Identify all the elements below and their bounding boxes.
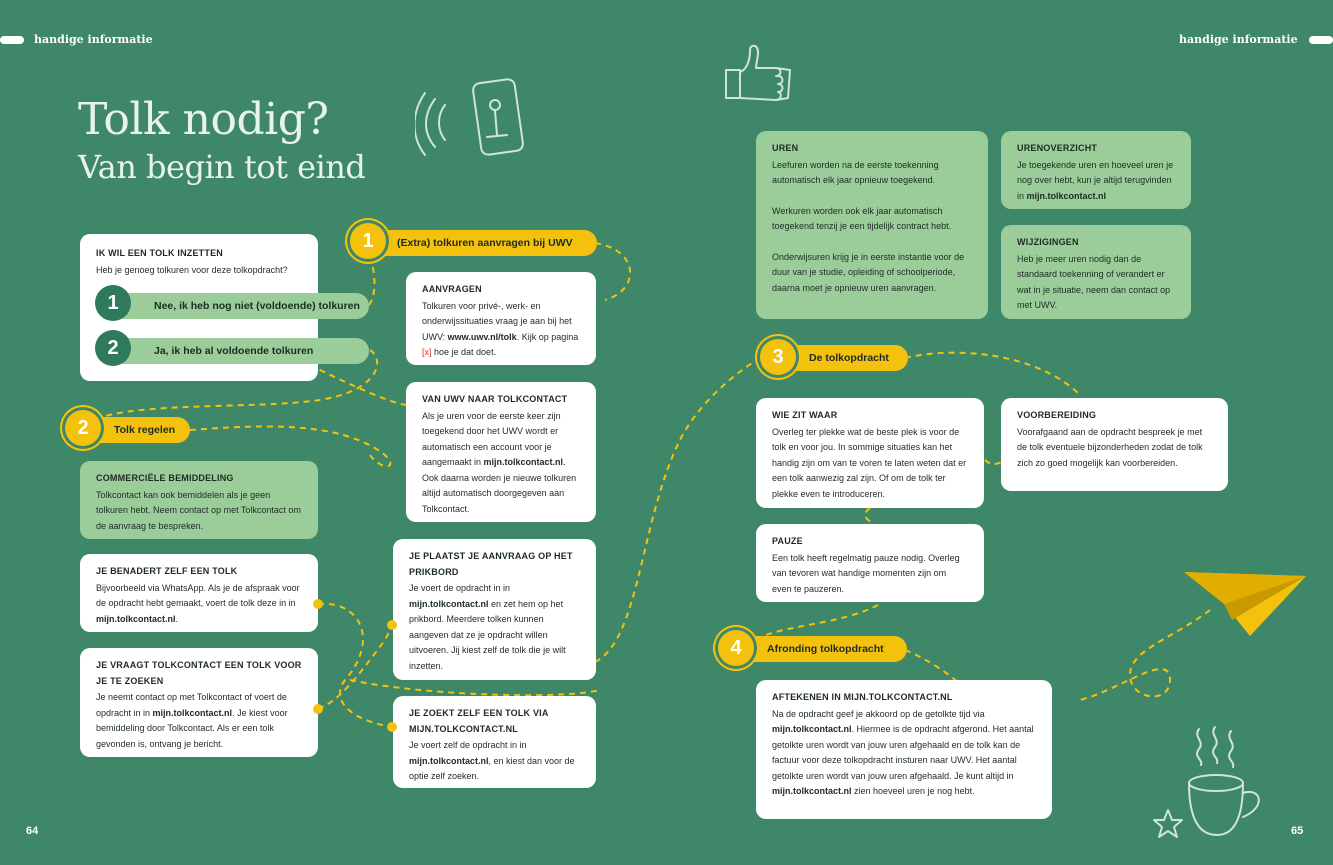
- pauze-text: Een tolk heeft regelmatig pauze nodig. Overleg van tevoren wat handige momenten zijn om even te pauzeren.: [772, 552, 960, 594]
- mijn-tolkcontact-link[interactable]: mijn.tolkcontact.nl: [409, 598, 489, 609]
- mijn-tolkcontact-link[interactable]: mijn.tolkcontact.nl: [152, 707, 233, 718]
- aanvragen-text-1: Tolkuren voor privé-, werk- en onderwijssituaties vraag je aan bij het UWV:: [422, 300, 572, 342]
- option-1-badge: 1: [95, 285, 131, 321]
- step-4-pill: [733, 636, 907, 662]
- urenoverzicht-text-1: Je toegekende uren en hoeveel uren je nog over hebt, kun je altijd terugvinden in: [1017, 159, 1174, 201]
- option-2-badge: 2: [95, 330, 131, 366]
- prikbord-card: [393, 539, 596, 680]
- commercieel-text: Tolkcontact kan ook bemiddelen als je geen tolkuren hebt. Neem contact op met Tolkcontact om de aanvraag te bespreken.: [96, 489, 301, 531]
- page-title: Tolk nodig?: [78, 94, 329, 145]
- page-number-right: 65: [1291, 825, 1304, 837]
- page-subtitle: Van begin tot eind: [78, 148, 366, 186]
- connector-dot: [387, 620, 397, 630]
- voorbereiding-heading: VOORBEREIDING: [1017, 410, 1097, 420]
- step-4-badge: 4: [718, 630, 754, 666]
- step-1-pill: [365, 230, 597, 256]
- wie-zit-waar-text: Overleg ter plekke wat de beste plek is voor de tolk en voor jou. In sommige situaties kan het handig zijn om van te voren te laten weten dat er een tolk aanwezig zal zijn. Of om de tolk ter plekke even te introduceren.: [772, 426, 967, 499]
- step-3-label: De tolkopdracht: [809, 352, 889, 364]
- coffee-cup-icon: [1185, 725, 1270, 840]
- mijn-tolkcontact-link[interactable]: mijn.tolkcontact.nl: [772, 786, 852, 796]
- urenoverzicht-heading: URENOVERZICHT: [1017, 143, 1098, 153]
- van-uwv-text-2: . Ook daarna worden je nieuwe tolkuren altijd automatisch doorgegeven aan Tolkcontact.: [422, 457, 577, 514]
- zoekt-heading: JE ZOEKT ZELF EEN TOLK VIA MIJN.TOLKCONTACT.NL: [409, 708, 549, 734]
- pauze-heading: PAUZE: [772, 536, 803, 546]
- uren-card: [756, 131, 988, 319]
- mijn-tolkcontact-link[interactable]: mijn.tolkcontact.nl: [772, 724, 852, 734]
- mijn-tolkcontact-link[interactable]: mijn.tolkcontact.nl: [409, 755, 489, 766]
- prikbord-text-2: en zet hem op het prikbord. Meerdere tolken kunnen aangeven dat ze je opdracht willen uitvoeren. Jij kiest zelf de tolk die je wilt inzetten.: [409, 598, 566, 671]
- page-reference: [x]: [422, 347, 432, 357]
- step-2-badge: 2: [65, 410, 101, 446]
- benadert-heading: JE BENADERT ZELF EEN TOLK: [96, 566, 238, 576]
- wijzigingen-heading: WIJZIGINGEN: [1017, 237, 1079, 247]
- aftekenen-text-2: . Hiermee is de opdracht afgerond. Het aantal getolkte uren wordt van jouw uren afgehaald en de tolk kan de factuur voor deze tolkopdracht insturen naar UWV. Het aantal getolkte uren wordt van jouw uren afgehaald. Je kunt altijd in: [772, 724, 1034, 781]
- header-tab-left: [0, 36, 24, 44]
- pauze-card: [756, 524, 984, 602]
- start-heading: IK WIL EEN TOLK INZETTEN: [96, 248, 223, 258]
- van-uwv-heading: VAN UWV NAAR TOLKCONTACT: [422, 394, 568, 404]
- wie-zit-waar-heading: WIE ZIT WAAR: [772, 410, 838, 420]
- star-icon: [1152, 808, 1184, 840]
- aanvragen-card: [406, 272, 596, 365]
- vraagt-text-2: . Je kiest voor bemiddeling door Tolkcontact. Als er een tolk gevonden is, ontvang je bericht.: [96, 707, 288, 749]
- wijzigingen-card: [1001, 225, 1191, 319]
- voorbereiding-text: Voorafgaand aan de opdracht bespreek je met de tolk eventuele bijzonderheden zodat de tolk zich zo goed mogelijk kan voorbereiden.: [1017, 426, 1203, 468]
- uren-heading: UREN: [772, 143, 799, 153]
- wie-zit-waar-card: [756, 398, 984, 508]
- mijn-tolkcontact-link[interactable]: mijn.tolkcontact.nl: [96, 613, 176, 624]
- voorbereiding-card: [1001, 398, 1228, 491]
- urenoverzicht-card: [1001, 131, 1191, 209]
- aanvragen-text-2: . Kijk op pagina: [516, 331, 579, 342]
- step-1-label: (Extra) tolkuren aanvragen bij UWV: [397, 237, 573, 249]
- connector-dot: [313, 599, 323, 609]
- header-left: handige informatie: [34, 33, 153, 46]
- zoekt-text-1: Je voert zelf de opdracht in in: [409, 740, 527, 750]
- uren-text-2: Werkuren worden ook elk jaar automatisch toegekend tenzij je een tijdelijk contract hebt.: [772, 205, 952, 231]
- aftekenen-text-3: zien hoeveel uren je nog hebt.: [851, 786, 975, 796]
- aftekenen-card: [756, 680, 1052, 819]
- uren-text-3: Onderwijsuren krijg je in eerste instantie voor de duur van je studie, opleiding of schoolperiode, daarna moet je opnieuw uren aanvragen.: [772, 251, 965, 293]
- vraagt-card: [80, 648, 318, 757]
- zoekt-text-2: , en kiest dan voor de optie zelf zoeken.: [409, 755, 575, 781]
- option-1-label: Nee, ik heb nog niet (voldoende) tolkuren: [154, 300, 360, 312]
- prikbord-heading: JE PLAATST JE AANVRAAG OP HET PRIKBORD: [409, 551, 573, 577]
- phone-icon: [415, 75, 535, 165]
- page-number-left: 64: [26, 825, 39, 837]
- step-2-label: Tolk regelen: [114, 424, 176, 436]
- wijzigingen-text: Heb je meer uren nodig dan de standaard toekenning of verandert er wat in je situatie, neem dan contact op met UWV.: [1017, 253, 1171, 310]
- paper-plane-icon: [1180, 570, 1310, 640]
- benadert-text-1: Bijvoorbeeld via WhatsApp. Als je de afspraak voor de opdracht hebt gemaakt, voert de tolk deze in in: [96, 582, 300, 608]
- van-uwv-text-1: Als je uren voor de eerste keer zijn toegekend door het UWV wordt er automatisch een account voor je aangemaakt in: [422, 410, 561, 467]
- step-4-label: Afronding tolkopdracht: [767, 643, 884, 655]
- option-1[interactable]: [112, 293, 369, 319]
- uwv-link[interactable]: www.uwv.nl/tolk: [447, 331, 517, 342]
- aftekenen-heading: AFTEKENEN IN MIJN.TOLKCONTACT.NL: [772, 692, 953, 702]
- prikbord-text-1: Je voert de opdracht in in: [409, 583, 511, 593]
- start-question: Heb je genoeg tolkuren voor deze tolkopdracht?: [96, 264, 288, 275]
- header-right: handige informatie: [1179, 33, 1298, 46]
- connector-dot: [387, 722, 397, 732]
- aftekenen-text-1: Na de opdracht geef je akkoord op de getolkte tijd via: [772, 708, 985, 719]
- option-2-label: Ja, ik heb al voldoende tolkuren: [154, 345, 314, 357]
- aanvragen-heading: AANVRAGEN: [422, 284, 482, 294]
- mijn-tolkcontact-link[interactable]: mijn.tolkcontact.nl: [483, 457, 564, 467]
- option-2[interactable]: [112, 338, 369, 364]
- benadert-card: [80, 554, 318, 632]
- header-tab-right: [1309, 36, 1333, 44]
- zoekt-card: [393, 696, 596, 788]
- step-1-badge: 1: [350, 223, 386, 259]
- van-uwv-card: [406, 382, 596, 522]
- aanvragen-text-3: hoe je dat doet.: [431, 347, 497, 357]
- commercieel-card: [80, 461, 318, 539]
- step-3-badge: 3: [760, 339, 796, 375]
- connector-dot: [313, 704, 323, 714]
- uren-text-1: Leefuren worden na de eerste toekenning automatisch elk jaar opnieuw toegekend.: [772, 159, 939, 185]
- thumbs-up-icon: [720, 42, 795, 107]
- commercieel-heading: COMMERCIËLE BEMIDDELING: [96, 473, 234, 483]
- vraagt-heading: JE VRAAGT TOLKCONTACT EEN TOLK VOOR JE TE ZOEKEN: [96, 660, 302, 686]
- benadert-text-2: .: [175, 613, 179, 624]
- mijn-tolkcontact-link[interactable]: mijn.tolkcontact.nl: [1026, 190, 1107, 201]
- vraagt-text-1: Je neemt contact op met Tolkcontact of voert de opdracht in in: [96, 692, 287, 718]
